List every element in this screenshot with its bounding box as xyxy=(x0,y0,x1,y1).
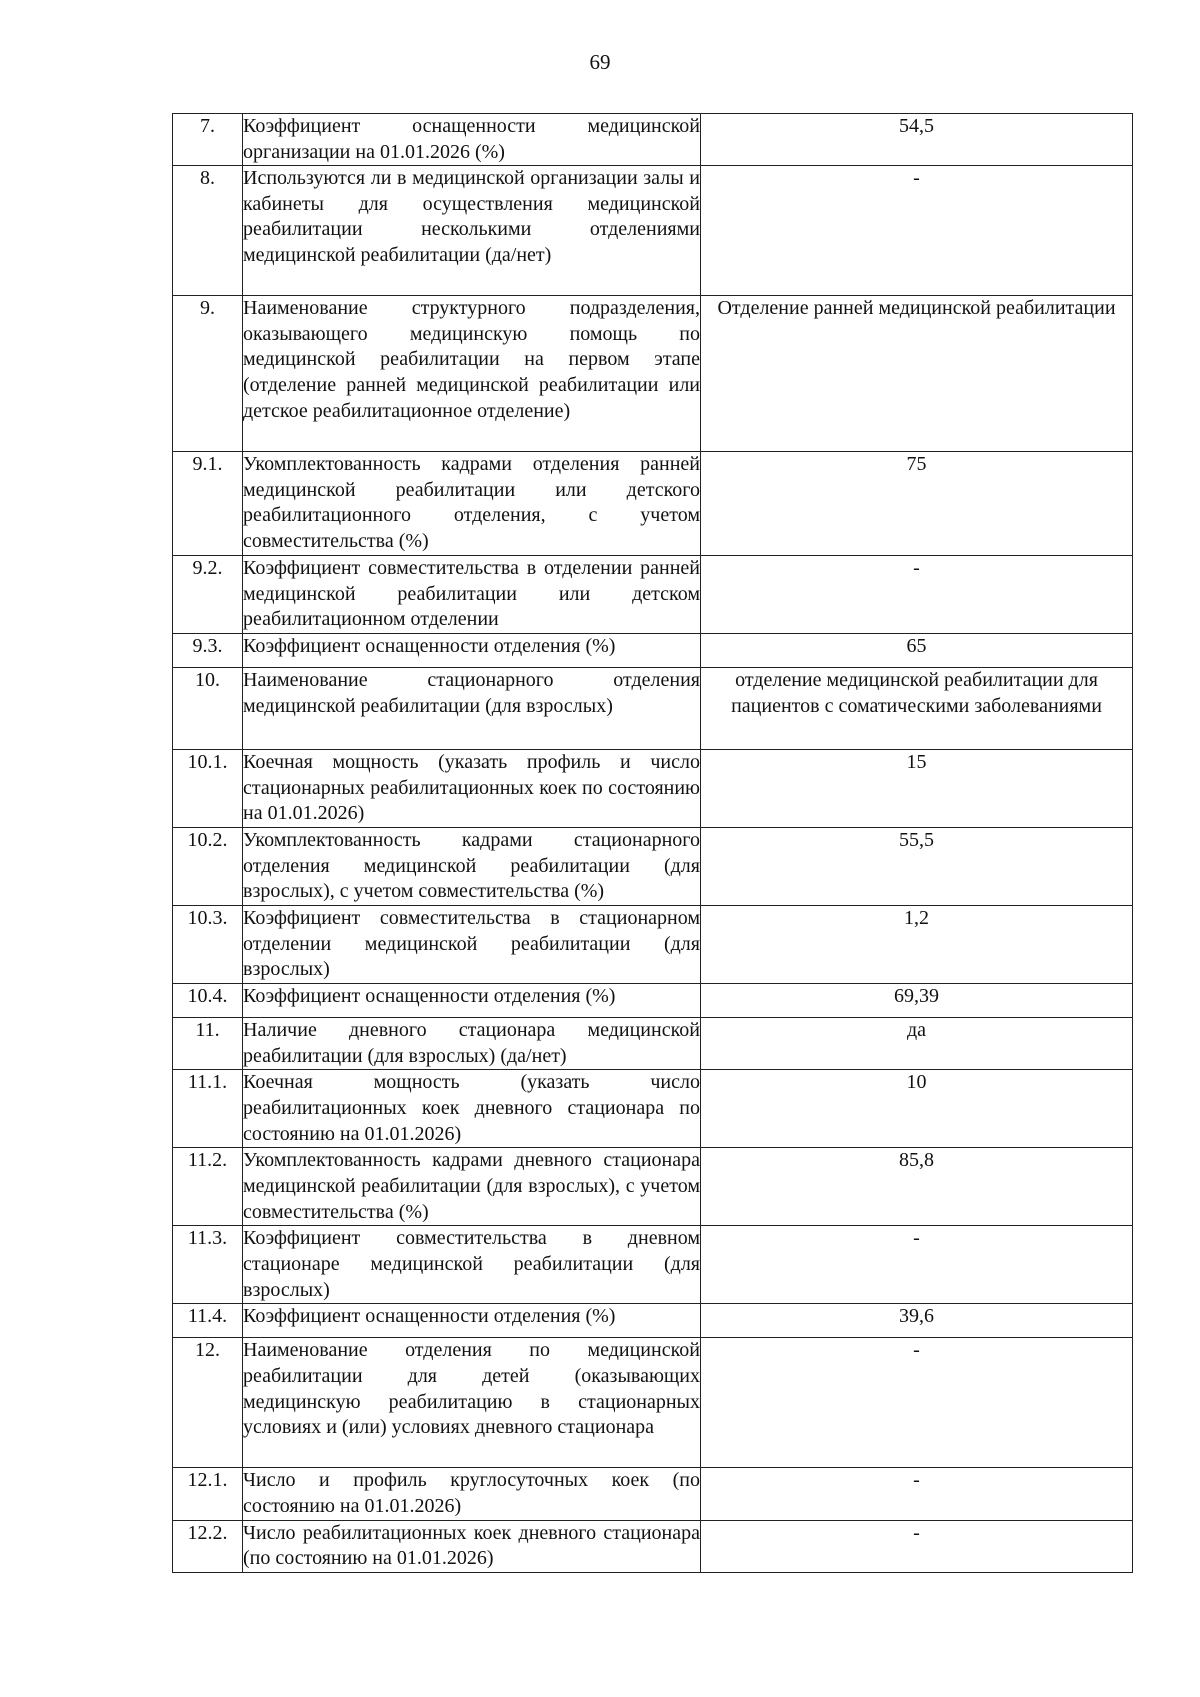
row-value: 85,8 xyxy=(701,1148,1133,1226)
table-row xyxy=(173,1148,1133,1226)
row-label: Укомплектованность кадрами дневного стационара медицинской реабилитации (для взрослых), с учетом совместительства (%) xyxy=(243,1148,701,1226)
row-label: Коэффициент оснащенности медицинской организации на 01.01.2026 (%) xyxy=(243,114,701,166)
row-number: 12.1. xyxy=(173,1468,243,1520)
row-number: 9.2. xyxy=(173,556,243,634)
row-value: - xyxy=(701,556,1133,634)
row-label: Наименование структурного подразделения, оказывающего медицинскую помощь по медицинской реабилитации на первом этапе (отделение ранней медицинской реабилитации или детское реабилитационное отделение) xyxy=(243,296,701,452)
row-label: Используются ли в медицинской организации залы и кабинеты для осуществления медицинской реабилитации несколькими отделениями медицинской реабилитации (да/нет) xyxy=(243,166,701,296)
table-row xyxy=(173,1226,1133,1304)
row-value: 1,2 xyxy=(701,906,1133,984)
row-value: - xyxy=(701,1226,1133,1304)
page-number: 69 xyxy=(589,50,611,74)
row-value: - xyxy=(701,1338,1133,1468)
row-number: 11.4. xyxy=(173,1304,243,1338)
row-number: 11.2. xyxy=(173,1148,243,1226)
row-value: 69,39 xyxy=(701,984,1133,1018)
row-value: - xyxy=(701,1468,1133,1520)
row-label: Наименование отделения по медицинской реабилитации для детей (оказывающих медицинскую реабилитацию в стационарных условиях и (или) условиях дневного стационара xyxy=(243,1338,701,1468)
row-value: 54,5 xyxy=(701,114,1133,166)
row-value: отделение медицинской реабилитации для пациентов с соматическими заболеваниями xyxy=(701,668,1133,750)
row-number: 10.3. xyxy=(173,906,243,984)
row-value: да xyxy=(701,1018,1133,1070)
row-number: 11.3. xyxy=(173,1226,243,1304)
row-value: Отделение ранней медицинской реабилитации xyxy=(701,296,1133,452)
row-number: 8. xyxy=(173,166,243,296)
row-value: 10 xyxy=(701,1070,1133,1148)
row-number: 10.4. xyxy=(173,984,243,1018)
row-number: 9.3. xyxy=(173,634,243,668)
row-label: Коечная мощность (указать число реабилитационных коек дневного стационара по состоянию на 01.01.2026) xyxy=(243,1070,701,1148)
row-label: Наличие дневного стационара медицинской реабилитации (для взрослых) (да/нет) xyxy=(243,1018,701,1070)
row-label: Коэффициент совместительства в дневном стационаре медицинской реабилитации (для взрослых) xyxy=(243,1226,701,1304)
row-number: 9.1. xyxy=(173,452,243,556)
table-row xyxy=(173,1468,1133,1520)
row-value: 75 xyxy=(701,452,1133,556)
row-value: 65 xyxy=(701,634,1133,668)
row-number: 7. xyxy=(173,114,243,166)
table-row xyxy=(173,166,1133,296)
row-label: Коэффициент совместительства в стационарном отделении медицинской реабилитации (для взрослых) xyxy=(243,906,701,984)
table-row xyxy=(173,1338,1133,1468)
table-row xyxy=(173,556,1133,634)
row-number: 9. xyxy=(173,296,243,452)
table-row xyxy=(173,452,1133,556)
row-label: Число и профиль круглосуточных коек (по состоянию на 01.01.2026) xyxy=(243,1468,701,1520)
data-table xyxy=(172,113,1133,1573)
table-row xyxy=(173,1304,1133,1338)
row-label: Коэффициент оснащенности отделения (%) xyxy=(243,1304,701,1338)
row-value: - xyxy=(701,166,1133,296)
table-row xyxy=(173,984,1133,1018)
table-row xyxy=(173,1520,1133,1572)
table-row xyxy=(173,634,1133,668)
row-value: 39,6 xyxy=(701,1304,1133,1338)
table-row xyxy=(173,1018,1133,1070)
row-label: Укомплектованность кадрами отделения ранней медицинской реабилитации или детского реабилитационного отделения, с учетом совместительства (%) xyxy=(243,452,701,556)
row-label: Укомплектованность кадрами стационарного отделения медицинской реабилитации (для взрослых), с учетом совместительства (%) xyxy=(243,828,701,906)
table-row xyxy=(173,114,1133,166)
table-row xyxy=(173,828,1133,906)
row-value: 15 xyxy=(701,750,1133,828)
row-number: 10. xyxy=(173,668,243,750)
table-row xyxy=(173,1070,1133,1148)
table-row xyxy=(173,296,1133,452)
row-label: Коэффициент оснащенности отделения (%) xyxy=(243,634,701,668)
row-number: 11. xyxy=(173,1018,243,1070)
row-number: 12.2. xyxy=(173,1520,243,1572)
row-number: 10.2. xyxy=(173,828,243,906)
row-number: 12. xyxy=(173,1338,243,1468)
table-row xyxy=(173,668,1133,750)
row-label: Наименование стационарного отделения медицинской реабилитации (для взрослых) xyxy=(243,668,701,750)
row-label: Коэффициент оснащенности отделения (%) xyxy=(243,984,701,1018)
row-label: Коэффициент совместительства в отделении ранней медицинской реабилитации или детском реабилитационном отделении xyxy=(243,556,701,634)
row-value: - xyxy=(701,1520,1133,1572)
table-row xyxy=(173,750,1133,828)
row-number: 10.1. xyxy=(173,750,243,828)
row-label: Число реабилитационных коек дневного стационара (по состоянию на 01.01.2026) xyxy=(243,1520,701,1572)
table-row xyxy=(173,906,1133,984)
row-number: 11.1. xyxy=(173,1070,243,1148)
row-value: 55,5 xyxy=(701,828,1133,906)
row-label: Коечная мощность (указать профиль и число стационарных реабилитационных коек по состоянию на 01.01.2026) xyxy=(243,750,701,828)
